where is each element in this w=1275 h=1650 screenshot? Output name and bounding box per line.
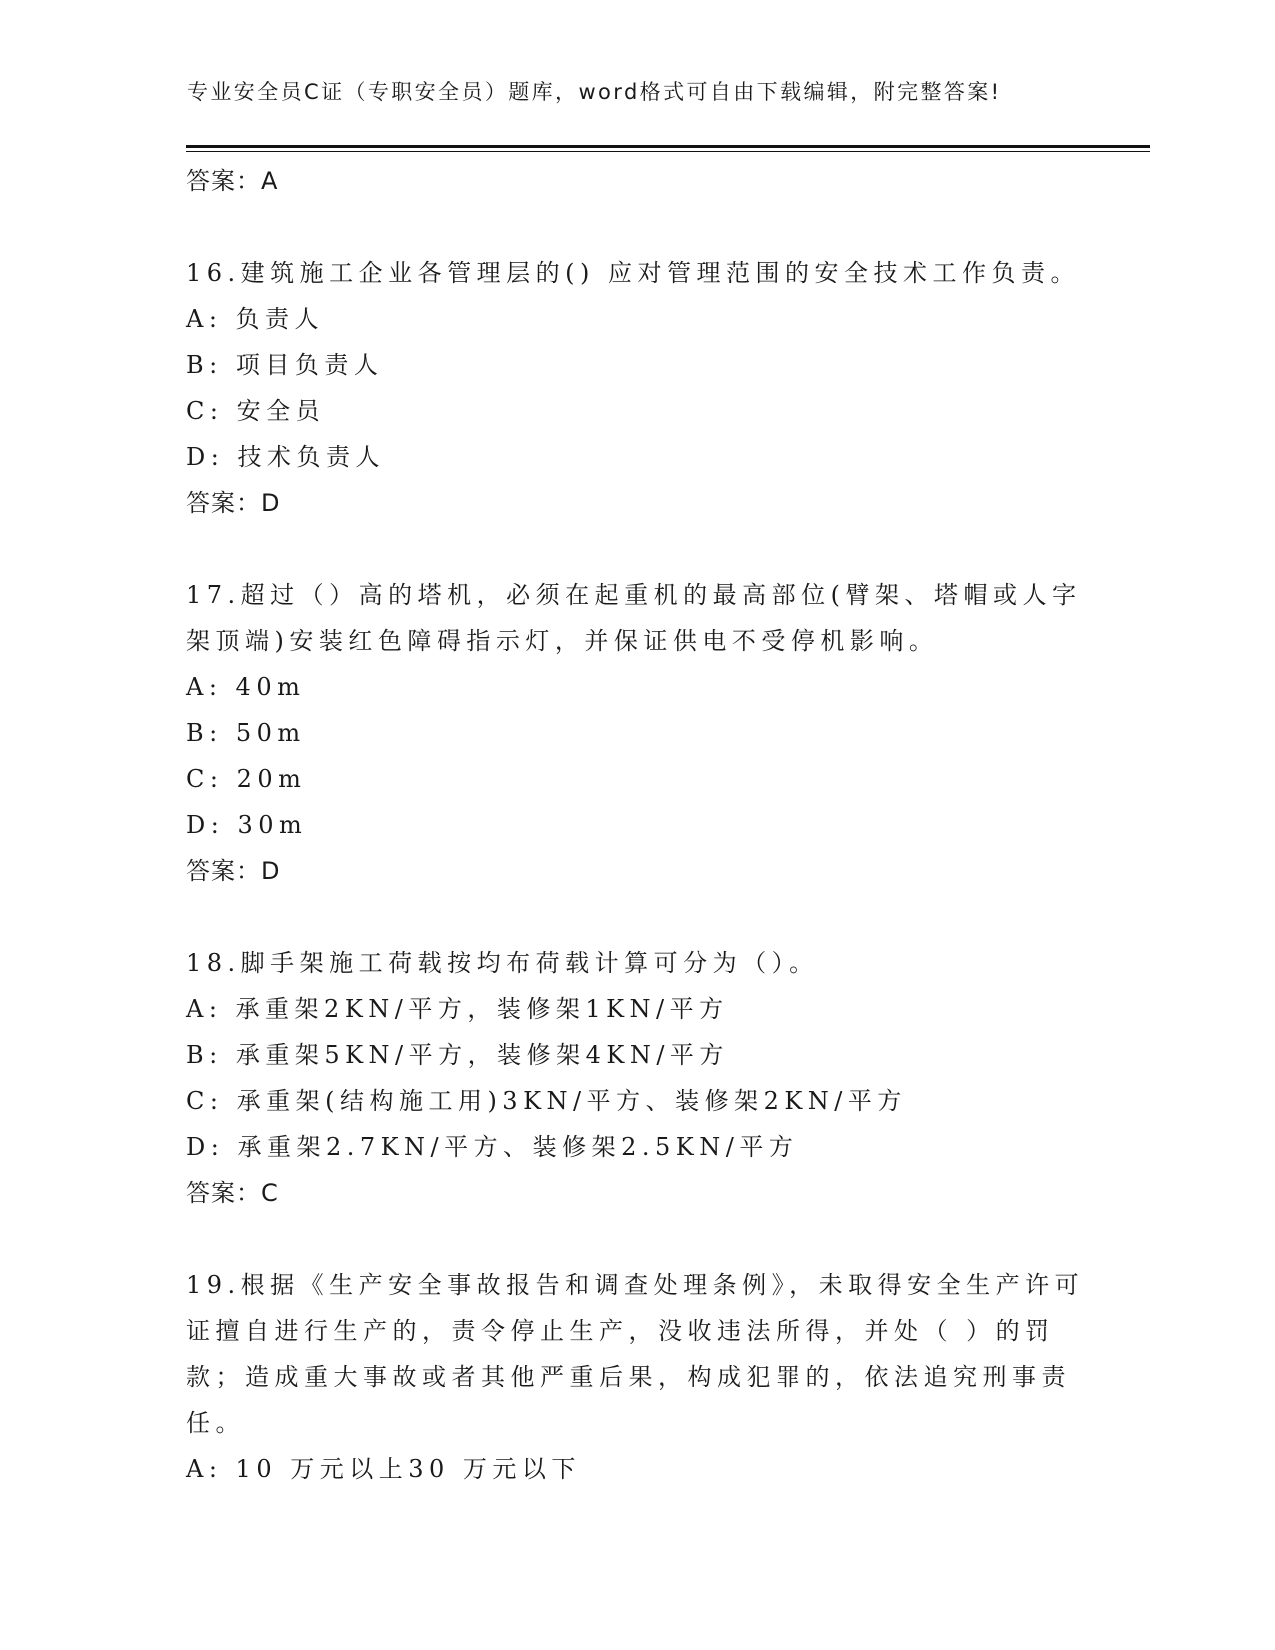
question-19-text-line-3: 款；造成重大事故或者其他严重后果，构成犯罪的，依法追究刑事责 bbox=[186, 1363, 1071, 1391]
question-16-option-b: B: 项目负责人 bbox=[186, 351, 384, 379]
question-16-option-c: C: 安全员 bbox=[186, 397, 326, 425]
question-17-option-b: B: 50m bbox=[186, 719, 306, 747]
question-16-option-d: D: 技术负责人 bbox=[186, 443, 385, 471]
question-16-option-a: A: 负责人 bbox=[186, 305, 325, 333]
question-content bbox=[186, 158, 1086, 1492]
header-rule-thick bbox=[186, 145, 1150, 148]
question-16-answer: 答案：D bbox=[186, 489, 281, 517]
question-18-answer: 答案：C bbox=[186, 1179, 279, 1207]
question-19 bbox=[186, 1262, 1086, 1492]
question-17-option-c: C: 20m bbox=[186, 765, 307, 793]
question-19-text-line-4: 任。 bbox=[186, 1409, 245, 1437]
question-18-option-c: C: 承重架(结构施工用)3KN/平方、装修架2KN/平方 bbox=[186, 1087, 907, 1115]
question-17-text-line-1: 17.超过（）高的塔机，必须在起重机的最高部位(臂架、塔帽或人字 bbox=[186, 581, 1082, 609]
question-18-option-a: A: 承重架2KN/平方，装修架1KN/平方 bbox=[186, 995, 729, 1023]
question-18-option-d: D: 承重架2.7KN/平方、装修架2.5KN/平方 bbox=[186, 1133, 799, 1161]
question-17-answer: 答案：D bbox=[186, 857, 281, 885]
page-header: 专业安全员C证（专职安全员）题库，word格式可自由下载编辑，附完整答案! bbox=[187, 80, 1002, 104]
question-18 bbox=[186, 940, 1086, 1216]
question-17 bbox=[186, 572, 1086, 894]
question-17-option-a: A: 40m bbox=[186, 673, 306, 701]
question-18-text: 18.脚手架施工荷载按均布荷载计算可分为（）。 bbox=[186, 949, 819, 977]
question-17-option-d: D: 30m bbox=[186, 811, 308, 839]
answer-prev: 答案：A bbox=[186, 167, 279, 195]
header-rule-thin bbox=[186, 151, 1150, 152]
question-18-option-b: B: 承重架5KN/平方，装修架4KN/平方 bbox=[186, 1041, 729, 1069]
question-19-option-a: A: 10 万元以上30 万元以下 bbox=[186, 1455, 581, 1483]
question-17-text-line-2: 架顶端)安装红色障碍指示灯，并保证供电不受停机影响。 bbox=[186, 627, 939, 655]
question-19-text-line-1: 19.根据《生产安全事故报告和调查处理条例》，未取得安全生产许可 bbox=[186, 1271, 1085, 1299]
question-16-text: 16.建筑施工企业各管理层的() 应对管理范围的安全技术工作负责。 bbox=[186, 259, 1081, 287]
question-16 bbox=[186, 250, 1086, 526]
question-19-text-line-2: 证擅自进行生产的，责令停止生产，没收违法所得，并处（ ）的罚 bbox=[186, 1317, 1055, 1345]
